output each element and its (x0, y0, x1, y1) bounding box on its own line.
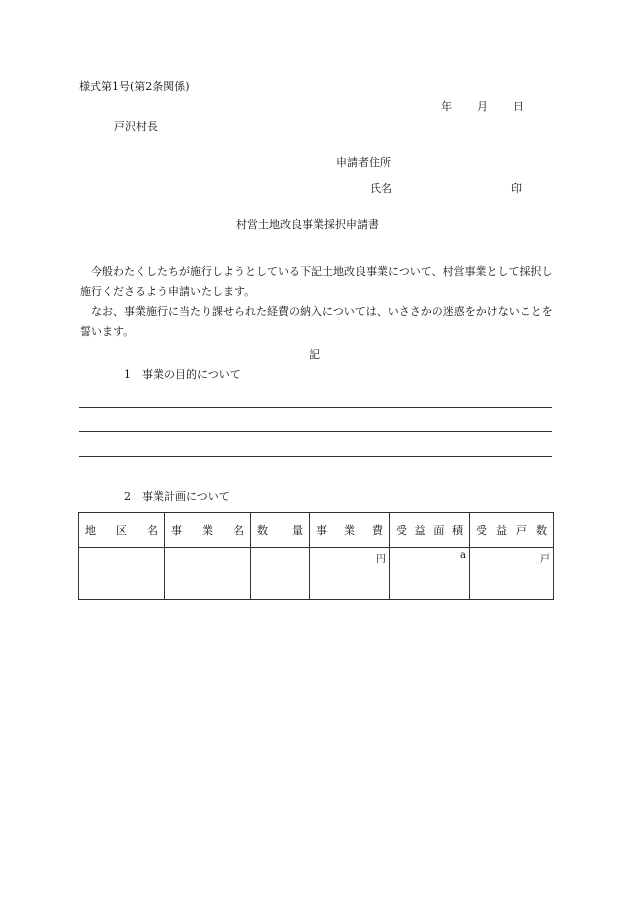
header-benefit-households: 受益戸数 (470, 513, 554, 548)
cell-benefit-area[interactable]: a (390, 548, 470, 600)
applicant-address-label: 申請者住所 (336, 156, 391, 169)
header-district-name: 地区名 (79, 513, 165, 548)
header-benefit-area: 受益面積 (390, 513, 470, 548)
form-number: 様式第1号(第2条関係) (79, 80, 190, 93)
cell-project-cost[interactable]: 円 (310, 548, 390, 600)
date-month-label: 月 (477, 100, 488, 113)
date-year-label: 年 (441, 100, 452, 113)
ki-heading: 記 (309, 348, 320, 361)
section-2-heading: 2 事業計画について (124, 490, 230, 503)
date-line (441, 101, 524, 112)
addressee: 戸沢村長 (114, 120, 158, 133)
cell-benefit-households[interactable]: 戸 (470, 548, 554, 600)
project-plan-table (78, 512, 554, 600)
body-paragraph-2: なお、事業施行に当たり課せられた経費の納入については、いささかの迷惑をかけないことを誓います。 (80, 305, 553, 338)
body-paragraph-1: 今般わたくしたちが施行しようとしている下記土地改良事業について、村営事業として採択し施行くださるよう申請いたします。 (80, 265, 553, 298)
purpose-write-line (79, 456, 552, 457)
seal-mark: 印 (511, 182, 522, 195)
table-row (79, 548, 554, 600)
header-project-name: 事業名 (165, 513, 251, 548)
purpose-write-line (79, 407, 552, 408)
section-1-heading: 1 事業の目的について (124, 368, 241, 381)
header-project-cost: 事業費 (310, 513, 390, 548)
purpose-write-line (79, 431, 552, 432)
cell-quantity[interactable] (251, 548, 310, 600)
applicant-name-label: 氏名 (370, 182, 392, 195)
date-day-label: 日 (513, 100, 524, 113)
header-quantity: 数量 (251, 513, 310, 548)
cell-project-name[interactable] (165, 548, 251, 600)
cell-district-name[interactable] (79, 548, 165, 600)
table-header-row (79, 513, 554, 548)
document-title: 村営土地改良事業採択申請書 (236, 218, 379, 231)
